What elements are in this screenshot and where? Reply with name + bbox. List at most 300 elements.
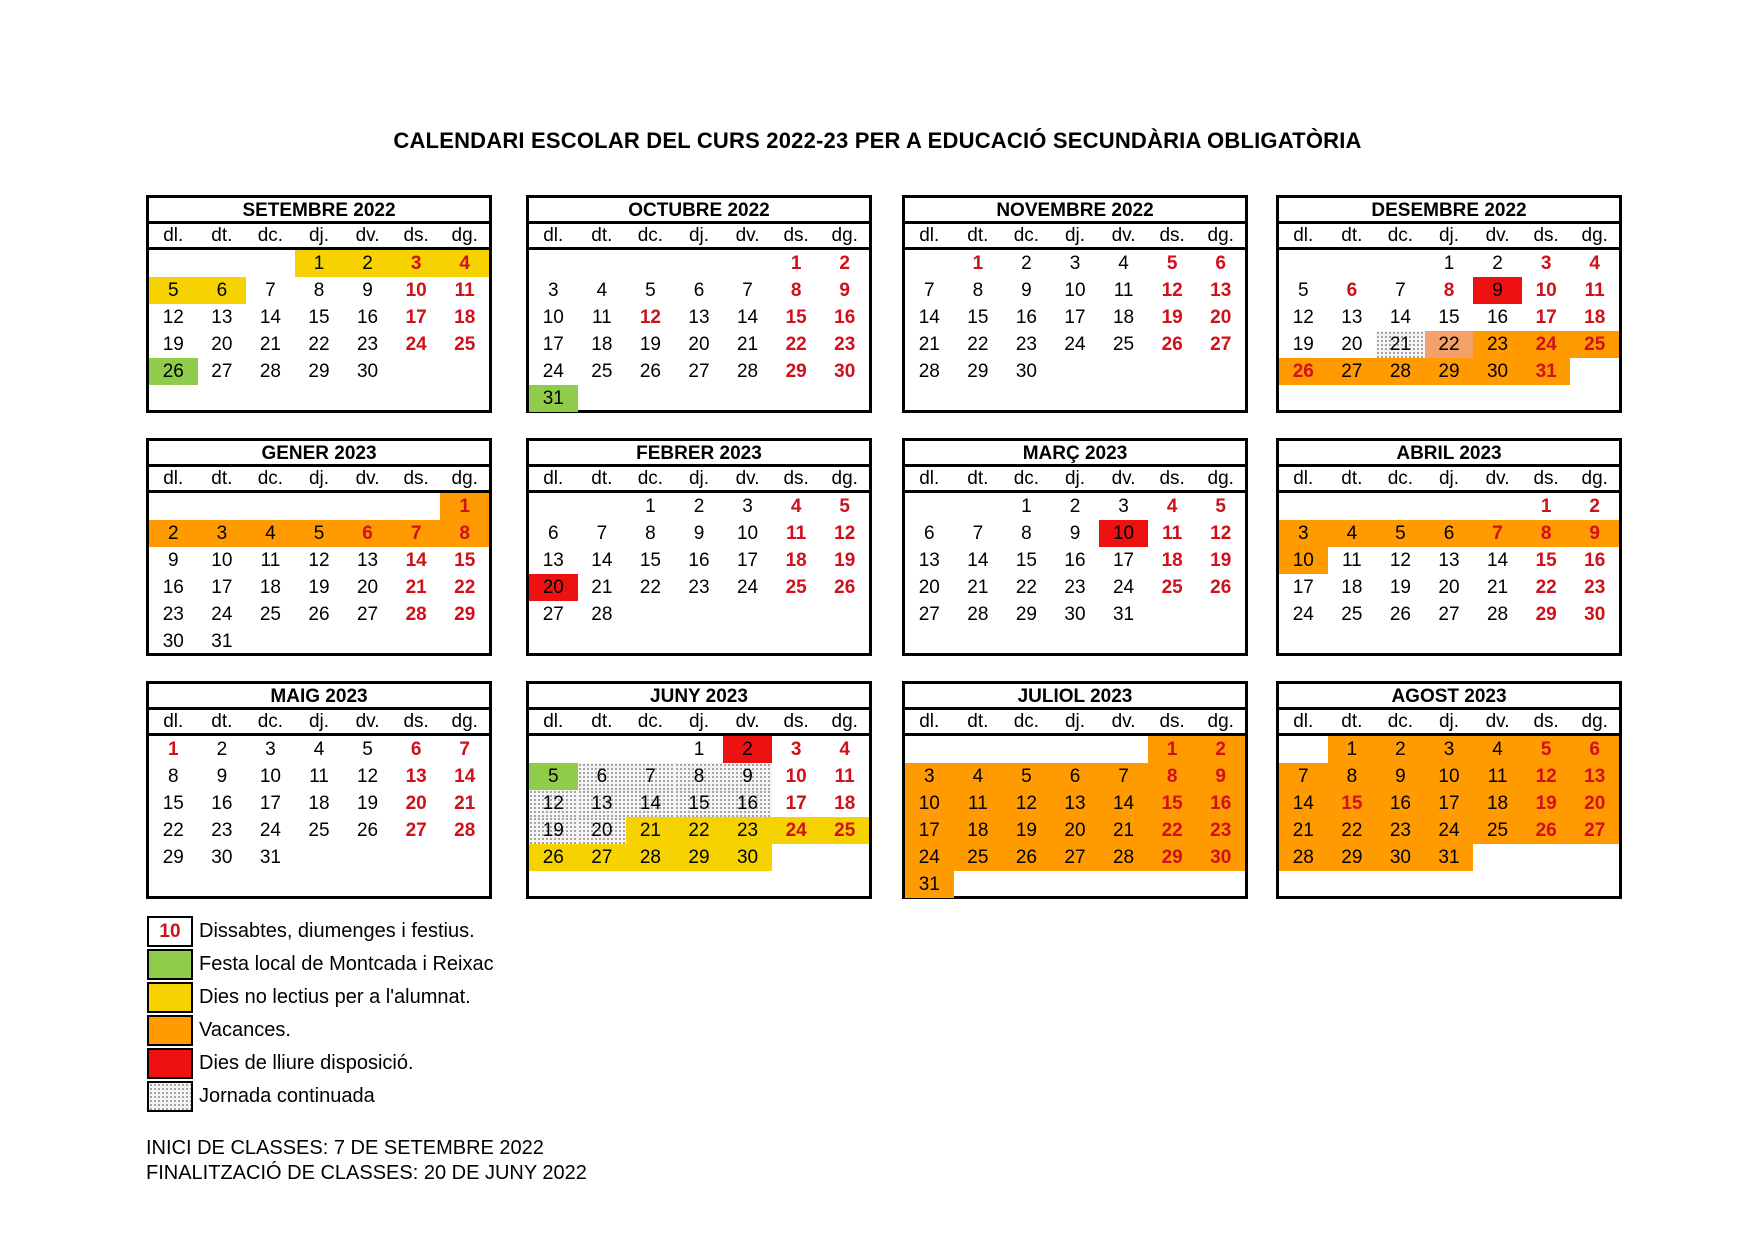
- empty-cell: [295, 385, 344, 412]
- day-cell: 8: [440, 520, 489, 547]
- day-cell: 30: [1584, 604, 1606, 625]
- day-cell: 28: [1099, 844, 1148, 871]
- empty-cell: [295, 844, 344, 871]
- day-cell: 3: [198, 520, 247, 547]
- day-cell: 17: [259, 793, 281, 814]
- weekday-label: dv.: [1111, 468, 1136, 489]
- day-cell: 25: [954, 844, 1003, 871]
- day-cell: 5: [295, 520, 344, 547]
- weekday-label: dt.: [591, 711, 613, 732]
- legend-label: Dies de lliure disposició.: [199, 1052, 414, 1074]
- day-cell: 18: [1161, 550, 1183, 571]
- day-cell: 29: [162, 847, 184, 868]
- empty-cell: [1522, 628, 1571, 655]
- day-cell: 26: [1002, 844, 1051, 871]
- day-cell: 4: [954, 763, 1003, 790]
- weekday-label: dj.: [688, 225, 710, 246]
- legend: [147, 915, 707, 1113]
- day-cell: 24: [772, 817, 821, 844]
- day-cell: 30: [1015, 361, 1037, 382]
- day-cell: 31: [529, 385, 578, 412]
- day-cell: 27: [1328, 358, 1377, 385]
- day-cell: 12: [529, 790, 578, 817]
- day-cell: 6: [1570, 736, 1619, 763]
- day-cell: 23: [162, 604, 184, 625]
- day-cell: 31: [905, 871, 954, 898]
- day-cell: 28: [405, 604, 427, 625]
- day-cell: 28: [918, 361, 940, 382]
- empty-cell: [820, 385, 869, 412]
- day-cell: 28: [454, 820, 476, 841]
- day-cell: 9: [723, 763, 772, 790]
- day-cell: 3: [905, 763, 954, 790]
- empty-cell: [1473, 385, 1522, 412]
- empty-cell: [149, 493, 198, 520]
- day-cell: 10: [1099, 520, 1148, 547]
- day-cell: 19: [1292, 334, 1314, 355]
- day-cell: 14: [1389, 307, 1411, 328]
- day-cell: 20: [1051, 817, 1100, 844]
- day-cell: 11: [454, 280, 475, 301]
- day-cell: 26: [1161, 334, 1183, 355]
- weekday-label: dt.: [1341, 225, 1363, 246]
- day-cell: 23: [1064, 577, 1086, 598]
- day-cell: 5: [529, 763, 578, 790]
- empty-cell: [578, 871, 627, 898]
- empty-cell: [1148, 385, 1197, 412]
- day-cell: 31: [1522, 358, 1571, 385]
- weekday-label: dt.: [591, 225, 613, 246]
- day-cell: 7: [742, 280, 753, 301]
- weekday-label: dv.: [735, 225, 760, 246]
- day-cell: 13: [578, 790, 627, 817]
- legend-item: [147, 1080, 707, 1113]
- legend-swatch: [147, 1081, 193, 1112]
- weekday-header: [149, 710, 489, 736]
- day-cell: 22: [1425, 331, 1474, 358]
- empty-cell: [392, 844, 441, 871]
- day-cell: 1: [790, 253, 802, 274]
- day-cell: 5: [839, 496, 850, 517]
- day-cell: 9: [1376, 763, 1425, 790]
- weekday-header: [529, 710, 869, 736]
- day-cell: 16: [834, 307, 856, 328]
- day-cell: 20: [918, 577, 940, 598]
- day-cell: 6: [693, 280, 705, 301]
- day-cell: 14: [1486, 550, 1509, 571]
- day-cell: 1: [1443, 253, 1455, 274]
- day-cell: 22: [675, 817, 724, 844]
- empty-cell: [675, 628, 724, 655]
- day-cell: 18: [1112, 307, 1135, 328]
- day-cell: 12: [308, 550, 330, 571]
- day-cell: 16: [723, 790, 772, 817]
- empty-cell: [723, 628, 772, 655]
- empty-cell: [246, 493, 295, 520]
- day-cell: 5: [1376, 520, 1425, 547]
- weekday-label: dl.: [919, 468, 940, 489]
- empty-cell: [1570, 385, 1619, 412]
- empty-cell: [1051, 358, 1100, 385]
- day-cell: 2: [216, 739, 228, 760]
- day-cell: 4: [1166, 496, 1178, 517]
- empty-cell: [578, 736, 627, 763]
- empty-cell: [1376, 628, 1425, 655]
- weekday-header: [149, 467, 489, 493]
- day-cell: 8: [1522, 520, 1571, 547]
- empty-cell: [343, 871, 392, 898]
- day-cell: 24: [405, 334, 427, 355]
- day-cell: 13: [918, 550, 940, 571]
- day-cell: 3: [742, 496, 753, 517]
- day-cell: 6: [198, 277, 247, 304]
- empty-cell: [905, 628, 954, 655]
- day-cell: 6: [1215, 253, 1226, 274]
- day-cell: 16: [356, 307, 379, 328]
- empty-cell: [1570, 844, 1619, 871]
- weekday-label: dj.: [308, 711, 330, 732]
- empty-cell: [343, 844, 392, 871]
- weekday-label: dg.: [831, 225, 858, 246]
- weekday-label: dv.: [735, 711, 760, 732]
- day-cell: 27: [211, 361, 233, 382]
- day-cell: 5: [1522, 736, 1571, 763]
- weekday-label: ds.: [783, 711, 809, 732]
- day-cell: 28: [1376, 358, 1425, 385]
- day-cell: 15: [1438, 307, 1460, 328]
- day-cell: 24: [736, 577, 759, 598]
- empty-cell: [295, 628, 344, 655]
- day-cell: 3: [547, 280, 559, 301]
- day-cell: 17: [1292, 577, 1314, 598]
- empty-cell: [626, 250, 675, 277]
- empty-cell: [1051, 628, 1100, 655]
- month-title: FEBRER 2023: [529, 441, 869, 467]
- day-cell: 8: [645, 523, 656, 544]
- day-cell: 29: [308, 361, 330, 382]
- day-cell: 21: [1099, 817, 1148, 844]
- day-cell: 26: [834, 577, 856, 598]
- weekday-label: dl.: [543, 468, 564, 489]
- day-cell: 12: [1389, 550, 1411, 571]
- empty-cell: [1148, 601, 1197, 628]
- empty-cell: [1425, 871, 1474, 898]
- empty-cell: [1099, 358, 1148, 385]
- weekday-header: [905, 467, 1245, 493]
- day-cell: 12: [1002, 790, 1051, 817]
- empty-cell: [198, 250, 247, 277]
- day-cell: 16: [1064, 550, 1086, 571]
- day-cell: 26: [1279, 358, 1328, 385]
- weekday-header: [905, 224, 1245, 250]
- empty-cell: [820, 601, 869, 628]
- empty-cell: [1051, 736, 1100, 763]
- empty-cell: [723, 871, 772, 898]
- day-cell: 15: [675, 790, 724, 817]
- day-cell: 6: [1346, 280, 1358, 301]
- day-cell: 8: [790, 280, 802, 301]
- day-cell: 15: [785, 307, 807, 328]
- empty-cell: [626, 736, 675, 763]
- weekday-label: dv.: [1485, 468, 1510, 489]
- day-cell: 4: [839, 739, 850, 760]
- empty-cell: [1279, 385, 1328, 412]
- day-cell: 17: [905, 817, 954, 844]
- day-cell: 26: [308, 604, 330, 625]
- legend-label: Dissabtes, diumenges i festius.: [199, 920, 475, 942]
- day-cell: 29: [1148, 844, 1197, 871]
- legend-swatch: [147, 1015, 193, 1046]
- day-cell: 30: [834, 361, 856, 382]
- day-cell: 2: [1196, 736, 1245, 763]
- empty-cell: [1376, 493, 1425, 520]
- day-cell: 1: [295, 250, 344, 277]
- day-cell: 9: [1069, 523, 1081, 544]
- day-cell: 16: [1486, 307, 1509, 328]
- empty-cell: [1279, 871, 1328, 898]
- legend-item: [147, 915, 707, 948]
- day-cell: 30: [356, 361, 379, 382]
- day-cell: 6: [410, 739, 422, 760]
- day-cell: 15: [454, 550, 476, 571]
- weekday-label: dv.: [1485, 711, 1510, 732]
- day-cell: 10: [1535, 280, 1557, 301]
- month-calendar: [902, 438, 1248, 656]
- day-cell: 9: [362, 280, 373, 301]
- month-calendar: [1276, 195, 1622, 413]
- day-cell: 10: [1064, 280, 1086, 301]
- day-cell: 9: [1570, 520, 1619, 547]
- day-cell: 20: [529, 574, 578, 601]
- empty-cell: [626, 871, 675, 898]
- empty-cell: [1328, 385, 1377, 412]
- notes: [146, 1136, 587, 1186]
- weekday-label: dt.: [967, 225, 989, 246]
- day-cell: 10: [1279, 547, 1328, 574]
- day-cell: 24: [905, 844, 954, 871]
- day-cell: 7: [923, 280, 935, 301]
- weekday-label: dv.: [355, 468, 380, 489]
- day-cell: 24: [1112, 577, 1135, 598]
- days-grid: [529, 736, 869, 898]
- empty-cell: [1279, 736, 1328, 763]
- day-cell: 25: [591, 361, 613, 382]
- empty-cell: [246, 871, 295, 898]
- day-cell: 30: [1196, 844, 1245, 871]
- day-cell: 20: [211, 334, 233, 355]
- day-cell: 13: [211, 307, 233, 328]
- day-cell: 12: [1161, 280, 1183, 301]
- empty-cell: [1148, 358, 1197, 385]
- empty-cell: [954, 493, 1003, 520]
- empty-cell: [149, 871, 198, 898]
- day-cell: 11: [260, 550, 281, 571]
- weekday-label: ds.: [783, 225, 809, 246]
- weekday-label: ds.: [1159, 711, 1185, 732]
- empty-cell: [1196, 358, 1245, 385]
- day-cell: 10: [736, 523, 759, 544]
- day-cell: 15: [1535, 550, 1557, 571]
- day-cell: 19: [1210, 550, 1232, 571]
- day-cell: 5: [645, 280, 656, 301]
- day-cell: 30: [723, 844, 772, 871]
- days-grid: [905, 736, 1245, 898]
- weekday-label: dt.: [211, 225, 233, 246]
- day-cell: 16: [688, 550, 710, 571]
- day-cell: 22: [1535, 577, 1557, 598]
- empty-cell: [440, 385, 489, 412]
- day-cell: 24: [259, 820, 281, 841]
- empty-cell: [1279, 250, 1328, 277]
- day-cell: 21: [967, 577, 989, 598]
- day-cell: 14: [591, 550, 613, 571]
- day-cell: 11: [786, 523, 807, 544]
- day-cell: 19: [356, 793, 379, 814]
- day-cell: 25: [820, 817, 869, 844]
- day-cell: 21: [454, 793, 476, 814]
- end-of-classes: FINALITZACIÓ DE CLASSES: 20 DE JUNY 2022: [146, 1162, 587, 1184]
- day-cell: 20: [1341, 334, 1363, 355]
- weekday-label: dl.: [543, 225, 564, 246]
- empty-cell: [1376, 385, 1425, 412]
- day-cell: 9: [1473, 277, 1522, 304]
- day-cell: 3: [392, 250, 441, 277]
- empty-cell: [1148, 628, 1197, 655]
- day-cell: 25: [785, 577, 807, 598]
- empty-cell: [149, 385, 198, 412]
- weekday-label: dt.: [1341, 468, 1363, 489]
- page-title: CALENDARI ESCOLAR DEL CURS 2022-23 PER A EDUCACIÓ SECUNDÀRIA OBLIGATÒRIA: [393, 128, 1362, 153]
- day-cell: 5: [362, 739, 373, 760]
- day-cell: 23: [1015, 334, 1037, 355]
- day-cell: 20: [1438, 577, 1460, 598]
- day-cell: 9: [216, 766, 228, 787]
- day-cell: 18: [308, 793, 330, 814]
- legend-item: [147, 1014, 707, 1047]
- day-cell: 21: [626, 817, 675, 844]
- legend-swatch: [147, 1048, 193, 1079]
- day-cell: 10: [1425, 763, 1474, 790]
- day-cell: 10: [785, 766, 807, 787]
- day-cell: 11: [1341, 550, 1362, 571]
- day-cell: 19: [529, 817, 578, 844]
- day-cell: 30: [211, 847, 233, 868]
- empty-cell: [723, 385, 772, 412]
- day-cell: 1: [1021, 496, 1032, 517]
- month-title: ABRIL 2023: [1279, 441, 1619, 467]
- empty-cell: [626, 601, 675, 628]
- day-cell: 21: [1279, 817, 1328, 844]
- legend-swatch: [147, 982, 193, 1013]
- empty-cell: [198, 385, 247, 412]
- empty-cell: [1002, 385, 1051, 412]
- empty-cell: [198, 493, 247, 520]
- day-cell: 17: [1064, 307, 1086, 328]
- day-cell: 3: [790, 739, 802, 760]
- day-cell: 6: [547, 523, 559, 544]
- day-cell: 27: [918, 604, 940, 625]
- days-grid: [529, 493, 869, 655]
- weekday-label: dv.: [735, 468, 760, 489]
- day-cell: 21: [1486, 577, 1509, 598]
- weekday-label: dg.: [1207, 225, 1234, 246]
- day-cell: 28: [736, 361, 759, 382]
- day-cell: 1: [645, 496, 656, 517]
- day-cell: 4: [313, 739, 325, 760]
- day-cell: 3: [1069, 253, 1081, 274]
- day-cell: 17: [542, 334, 564, 355]
- day-cell: 21: [1376, 331, 1425, 358]
- day-cell: 30: [1064, 604, 1086, 625]
- day-cell: 3: [1540, 253, 1552, 274]
- weekday-header: [529, 224, 869, 250]
- weekday-label: dg.: [451, 711, 478, 732]
- empty-cell: [440, 871, 489, 898]
- empty-cell: [1328, 250, 1377, 277]
- day-cell: 13: [405, 766, 427, 787]
- day-cell: 4: [440, 250, 489, 277]
- weekday-label: dc.: [257, 711, 284, 732]
- empty-cell: [295, 871, 344, 898]
- weekday-label: ds.: [1533, 711, 1559, 732]
- day-cell: 19: [1389, 577, 1411, 598]
- day-cell: 5: [1166, 253, 1178, 274]
- empty-cell: [1425, 385, 1474, 412]
- day-cell: 15: [967, 307, 989, 328]
- day-cell: 12: [162, 307, 184, 328]
- weekday-label: dc.: [637, 468, 664, 489]
- day-cell: 6: [923, 523, 935, 544]
- day-cell: 26: [529, 844, 578, 871]
- day-cell: 29: [1535, 604, 1557, 625]
- weekday-label: dj.: [308, 225, 330, 246]
- day-cell: 2: [1376, 736, 1425, 763]
- day-cell: 27: [356, 604, 379, 625]
- day-cell: 18: [1584, 307, 1606, 328]
- empty-cell: [626, 628, 675, 655]
- weekday-label: ds.: [1533, 225, 1559, 246]
- month-title: AGOST 2023: [1279, 684, 1619, 710]
- month-calendar: [146, 681, 492, 899]
- empty-cell: [1473, 871, 1522, 898]
- weekday-label: ds.: [783, 468, 809, 489]
- day-cell: 3: [1118, 496, 1129, 517]
- day-cell: 25: [308, 820, 330, 841]
- day-cell: 12: [1522, 763, 1571, 790]
- day-cell: 16: [211, 793, 233, 814]
- weekday-label: dt.: [967, 711, 989, 732]
- day-cell: 9: [1021, 280, 1032, 301]
- month-calendar: [902, 681, 1248, 899]
- day-cell: 13: [1341, 307, 1363, 328]
- day-cell: 7: [596, 523, 608, 544]
- day-cell: 18: [454, 307, 476, 328]
- empty-cell: [1522, 385, 1571, 412]
- day-cell: 7: [392, 520, 441, 547]
- legend-label: Vacances.: [199, 1019, 291, 1041]
- day-cell: 30: [1376, 844, 1425, 871]
- days-grid: [149, 493, 489, 655]
- day-cell: 5: [149, 277, 198, 304]
- month-title: DESEMBRE 2022: [1279, 198, 1619, 224]
- empty-cell: [772, 601, 821, 628]
- day-cell: 1: [1328, 736, 1377, 763]
- day-cell: 19: [162, 334, 184, 355]
- day-cell: 29: [1425, 358, 1474, 385]
- day-cell: 5: [1215, 496, 1226, 517]
- day-cell: 17: [1535, 307, 1557, 328]
- day-cell: 8: [675, 763, 724, 790]
